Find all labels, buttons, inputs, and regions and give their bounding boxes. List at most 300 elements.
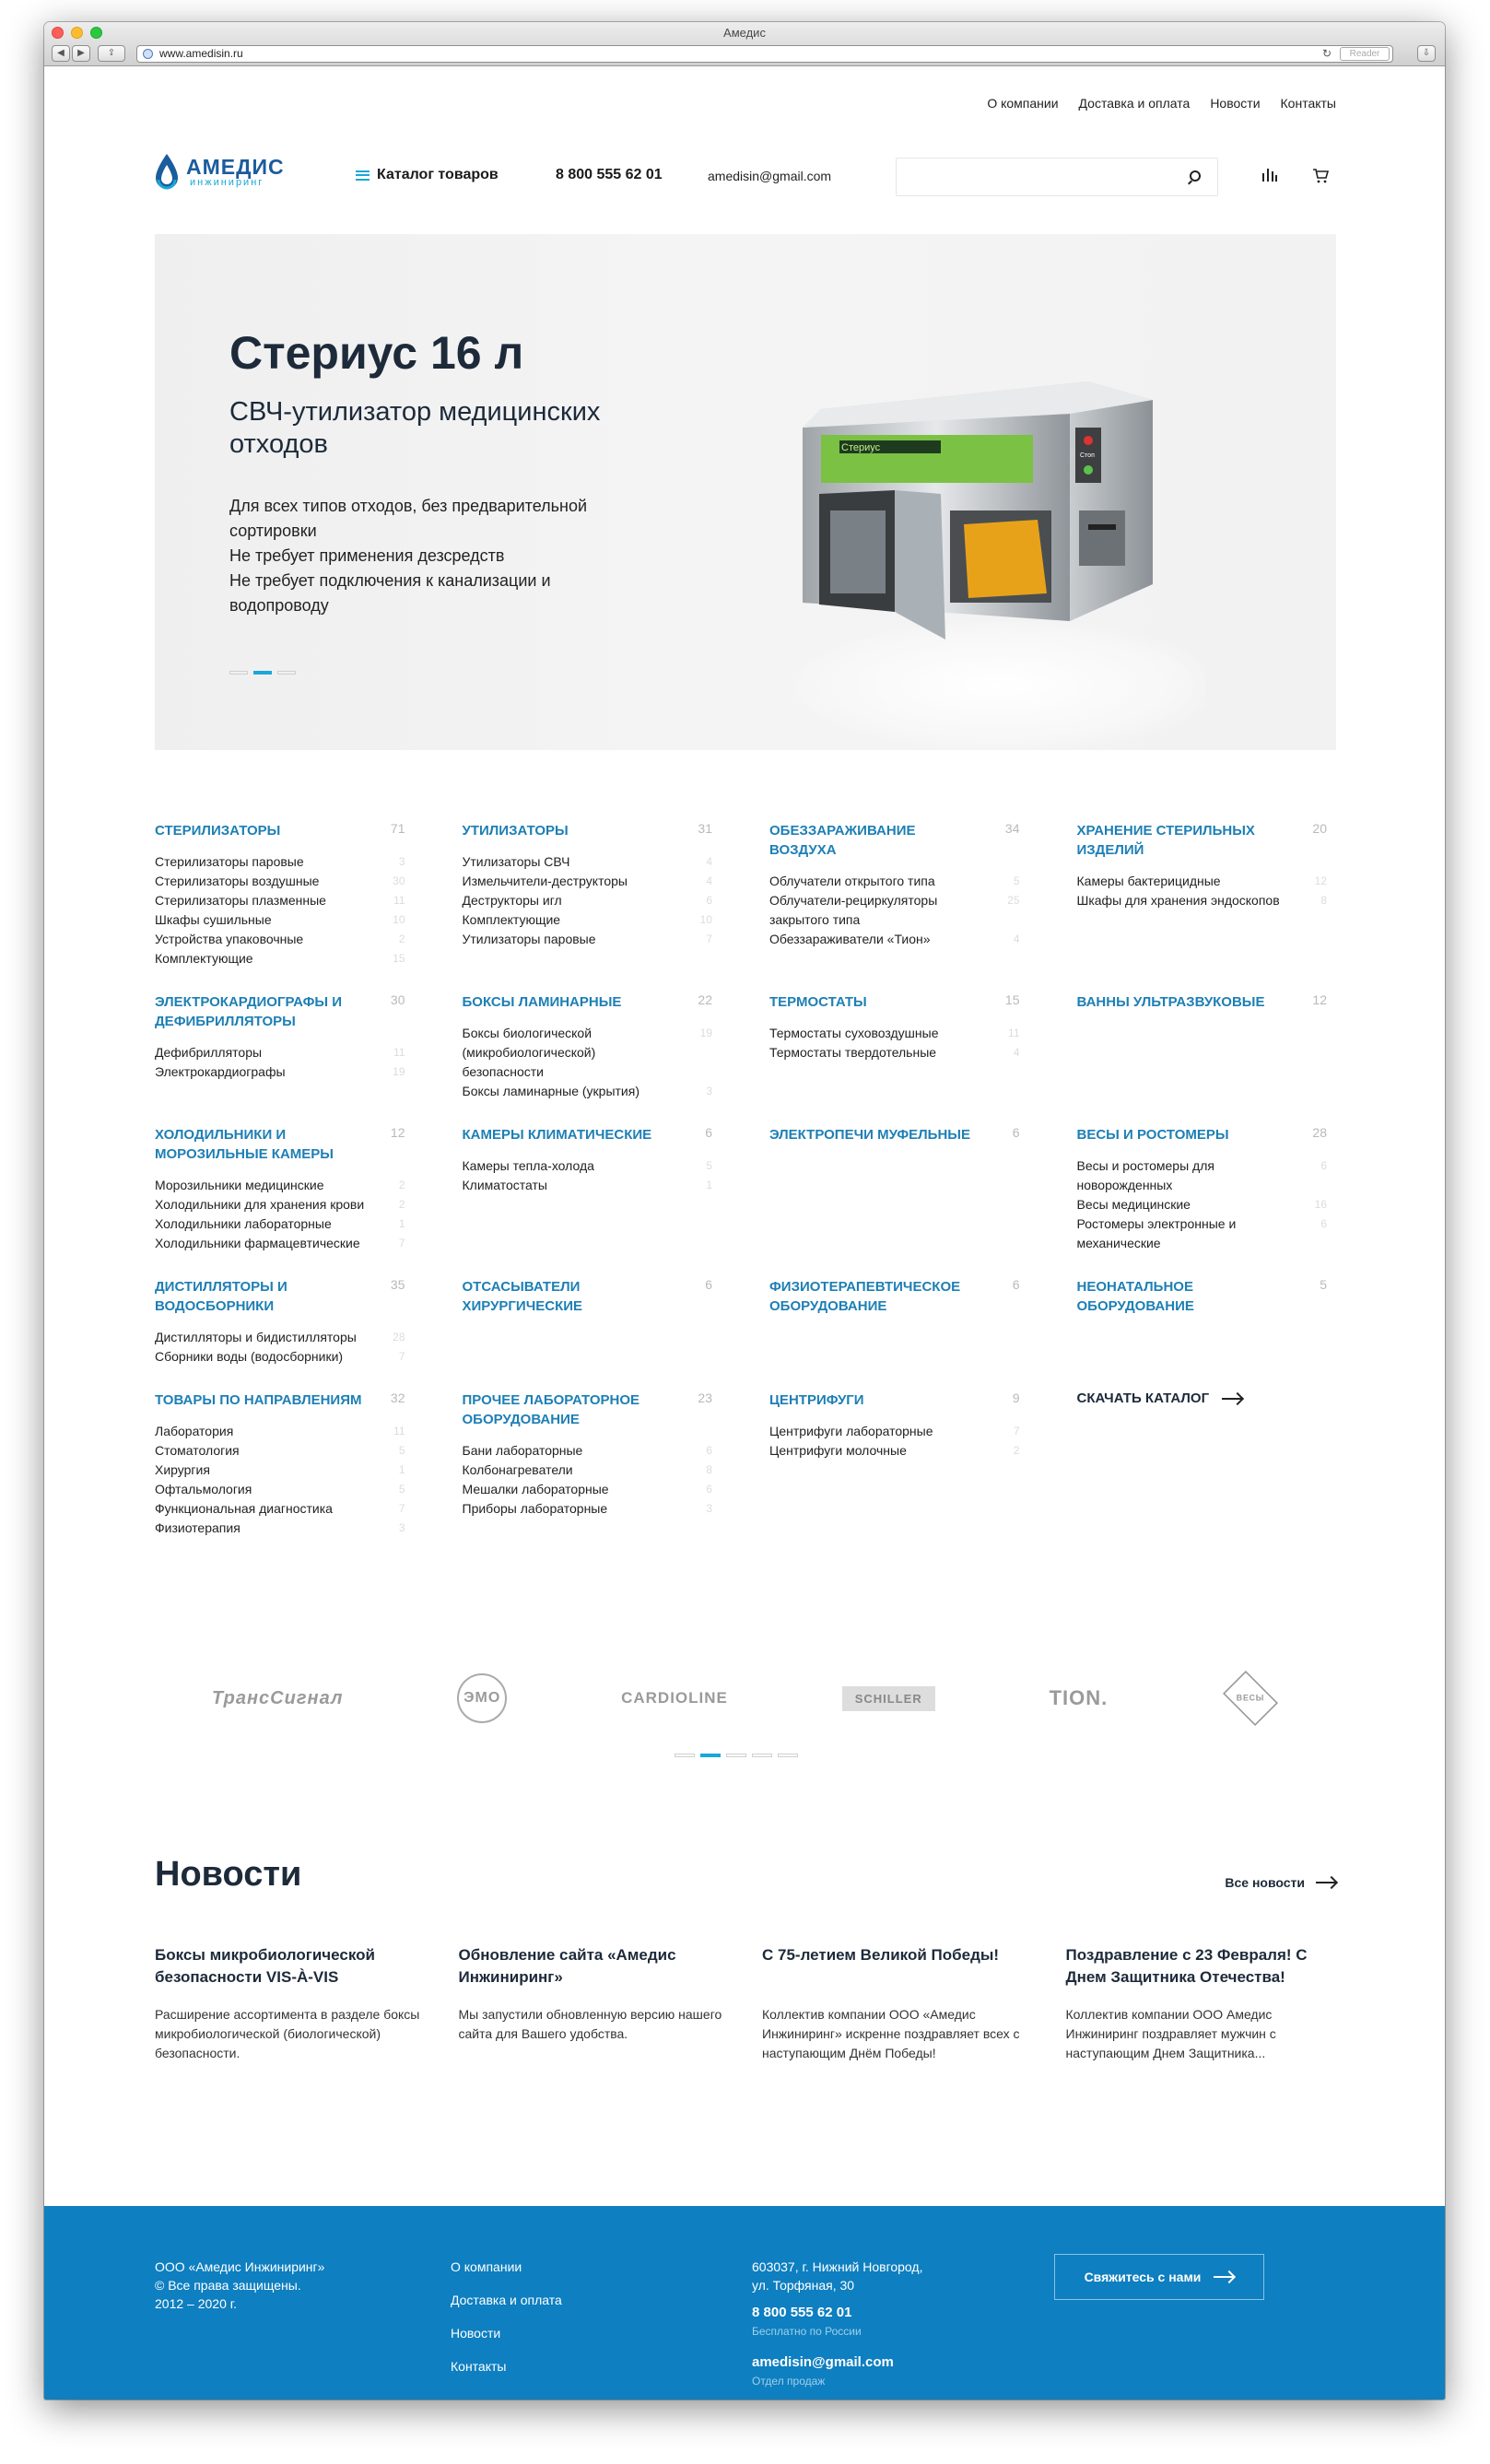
news-title[interactable]: С 75-летием Великой Победы! (762, 1946, 1000, 1964)
category-block (463, 821, 722, 968)
reader-button[interactable]: Reader (1340, 47, 1390, 61)
subcategory-item[interactable] (769, 891, 1020, 930)
subcategory-label: Ростомеры электронные и механические (1076, 1216, 1237, 1250)
subcategory-count: 11 (1008, 1027, 1020, 1039)
subcategory-label: Колбонагреватели (462, 1462, 573, 1477)
subcategory-label: Центрифуги лабораторные (769, 1424, 933, 1438)
subcategory-item[interactable] (155, 1461, 405, 1480)
category-header (769, 1277, 1020, 1316)
brand-logo[interactable]: ТрансСигнал (211, 1687, 344, 1708)
subcategory-list (1077, 1156, 1328, 1253)
subcategory-item[interactable] (155, 1195, 405, 1214)
subcategory-item[interactable] (155, 1519, 405, 1538)
category-grid (155, 821, 1336, 1562)
subcategory-item[interactable] (1077, 1195, 1328, 1214)
subcategory-label: Мешалки лабораторные (462, 1482, 609, 1496)
slide-dot[interactable] (675, 1754, 695, 1757)
drop-logo-icon (153, 152, 181, 193)
forward-button[interactable]: ▶ (72, 45, 90, 62)
subcategory-item[interactable] (463, 1461, 713, 1480)
category-title[interactable]: ЭЛЕКТРОПЕЧИ МУФЕЛЬНЫЕ (769, 1127, 970, 1143)
subcategory-list (155, 1176, 405, 1253)
search-icon[interactable] (1190, 170, 1201, 182)
footer-link-delivery[interactable]: Доставка и оплата (451, 2293, 562, 2307)
subcategory-label: Шкафы для хранения эндоскопов (1076, 893, 1280, 908)
category-count: 12 (390, 1125, 405, 1140)
footer-address: 603037, г. Нижний Новгород, (752, 2259, 923, 2274)
subcategory-label: Облучатели-рециркуляторы закрытого типа (769, 893, 938, 927)
subcategory-count: 10 (393, 913, 405, 926)
footer-link-news[interactable]: Новости (451, 2326, 501, 2341)
subcategory-count: 6 (1320, 1217, 1327, 1230)
category-header (463, 1125, 713, 1144)
news-title[interactable]: Обновление сайта «Амедис Инжиниринг» (458, 1946, 676, 1986)
category-header (769, 1125, 1020, 1144)
category-header (155, 1125, 405, 1164)
nav-news[interactable]: Новости (1210, 96, 1261, 111)
reload-icon[interactable]: ↻ (1321, 47, 1332, 60)
logo[interactable] (153, 152, 285, 193)
news-text: Мы запустили обновленную версию нашего сайта для Вашего удобства. (458, 2007, 722, 2041)
subcategory-count: 2 (398, 933, 405, 945)
brand-logo[interactable]: CARDIOLINE (621, 1689, 728, 1707)
subcategory-label: Измельчители-деструкторы (462, 874, 628, 888)
subcategory-item[interactable] (155, 1480, 405, 1499)
category-header (1077, 1125, 1328, 1144)
subcategory-label: Дистилляторы и бидистилляторы (155, 1330, 357, 1344)
category-count: 30 (390, 992, 405, 1007)
browser-toolbar (44, 22, 1445, 66)
subcategory-list (1077, 872, 1328, 910)
subcategory-item[interactable] (155, 872, 405, 891)
subcategory-label: Деструкторы игл (462, 893, 562, 908)
subcategory-item[interactable] (463, 1156, 713, 1176)
subcategory-item[interactable] (155, 1062, 405, 1082)
category-header (463, 821, 713, 840)
category-count: 22 (698, 992, 712, 1007)
subcategory-count: 7 (398, 1350, 405, 1363)
subcategory-label: Офтальмология (155, 1482, 252, 1496)
brand-logo[interactable] (1223, 1671, 1278, 1726)
subcategory-item[interactable] (155, 1422, 405, 1441)
subcategory-item[interactable] (155, 1234, 405, 1253)
category-header (463, 992, 713, 1012)
device-screen-text: Стериус (841, 442, 881, 453)
subcategory-item[interactable] (769, 1441, 1020, 1461)
subcategory-count: 3 (398, 1521, 405, 1534)
category-block (155, 821, 415, 968)
subcategory-item[interactable] (155, 910, 405, 930)
category-title[interactable]: ВАННЫ УЛЬТРАЗВУКОВЫЕ (1076, 994, 1265, 1010)
hero-feature: Не требует применения дезсредств (229, 546, 505, 565)
subcategory-count: 30 (393, 874, 405, 887)
brands-pagination (675, 1754, 798, 1757)
subcategory-item[interactable] (1077, 1214, 1328, 1253)
brand-logo[interactable]: SCHILLER (842, 1686, 935, 1711)
subcategory-label: Холодильники фармацевтические (155, 1236, 360, 1250)
news-text: Расширение ассортимента в разделе боксы микробиологической (биологической) безопасности. (155, 2007, 420, 2060)
subcategory-count: 6 (1320, 1159, 1327, 1172)
subcategory-label: Стерилизаторы воздушные (155, 874, 320, 888)
contact-us-label: Свяжитесь с нами (1084, 2270, 1202, 2284)
category-count: 35 (390, 1277, 405, 1292)
subcategory-list (769, 1024, 1020, 1062)
subcategory-item[interactable] (1077, 872, 1328, 891)
subcategory-count: 5 (398, 1444, 405, 1457)
category-count: 20 (1312, 821, 1327, 836)
subcategory-label: Комплектующие (462, 912, 561, 927)
subcategory-item[interactable] (769, 1043, 1020, 1062)
arrow-right-icon (1222, 1398, 1242, 1400)
all-news-label: Все новости (1225, 1875, 1305, 1890)
category-title[interactable]: НЕОНАТАЛЬНОЕ ОБОРУДОВАНИЕ (1076, 1279, 1194, 1314)
window-title: Амедис (723, 26, 766, 40)
brand-logo[interactable]: ЭМО (457, 1673, 507, 1723)
category-count: 6 (1012, 1125, 1020, 1140)
subcategory-item[interactable] (463, 1082, 713, 1101)
category-count: 31 (698, 821, 712, 836)
slide-dot[interactable] (726, 1754, 746, 1757)
category-title[interactable]: ХОЛОДИЛЬНИКИ И МОРОЗИЛЬНЫЕ КАМЕРЫ (155, 1127, 334, 1162)
subcategory-count: 1 (398, 1217, 405, 1230)
footer-email[interactable]: amedisin@gmail.com (752, 2354, 894, 2370)
category-title[interactable]: БОКСЫ ЛАМИНАРНЫЕ (462, 994, 622, 1010)
subcategory-label: Дефибрилляторы (155, 1045, 263, 1060)
subcategory-count: 15 (393, 952, 405, 965)
hero-features (229, 494, 616, 618)
subcategory-count: 5 (1013, 874, 1020, 887)
footer-link-about[interactable]: О компании (451, 2259, 522, 2274)
subcategory-count: 5 (398, 1483, 405, 1496)
footer-phone[interactable]: 8 800 555 62 01 (752, 2305, 852, 2320)
subcategory-item[interactable] (155, 930, 405, 949)
all-news-link[interactable] (1225, 1875, 1336, 1890)
subcategory-count: 4 (706, 874, 712, 887)
category-count: 32 (390, 1390, 405, 1405)
subcategory-item[interactable] (769, 930, 1020, 949)
contact-us-button[interactable] (1054, 2254, 1264, 2300)
subcategory-count: 4 (706, 855, 712, 868)
subcategory-label: Бани лабораторные (462, 1443, 583, 1458)
subcategory-label: Функциональная диагностика (155, 1501, 333, 1516)
subcategory-item[interactable] (155, 1176, 405, 1195)
browser-window (44, 22, 1445, 2399)
category-header (1077, 821, 1328, 860)
subcategory-item[interactable] (463, 1480, 713, 1499)
subcategory-label: Обеззараживатели «Тион» (769, 932, 931, 946)
category-block (769, 1277, 1029, 1367)
category-title[interactable]: ХРАНЕНИЕ СТЕРИЛЬНЫХ ИЗДЕЛИЙ (1076, 823, 1255, 858)
news-item[interactable] (155, 1944, 426, 2063)
subcategory-label: Термостаты суховоздушные (769, 1026, 939, 1040)
category-title[interactable]: ЦЕНТРИФУГИ (769, 1392, 864, 1408)
subcategory-item[interactable] (155, 891, 405, 910)
footer-phone-note: Бесплатно по России (752, 2325, 862, 2338)
subcategory-count: 8 (1320, 894, 1327, 907)
category-count: 6 (705, 1125, 712, 1140)
category-block (155, 1390, 415, 1538)
slide-dot-active[interactable] (700, 1754, 721, 1757)
subcategory-list (769, 872, 1020, 949)
header-phone[interactable]: 8 800 555 62 01 (556, 167, 663, 182)
compare-icon[interactable] (1262, 169, 1277, 182)
subcategory-item[interactable] (155, 1043, 405, 1062)
category-title[interactable]: ТОВАРЫ ПО НАПРАВЛЕНИЯМ (155, 1392, 362, 1408)
subcategory-label: Боксы биологической (микробиологической) безопасности (462, 1026, 596, 1079)
subcategory-label: Стоматология (155, 1443, 240, 1458)
subcategory-label: Боксы ламинарные (укрытия) (462, 1084, 639, 1098)
news-text: Коллектив компании ООО Амедис Инжиниринг поздравляет мужчин с наступающим Днем Защитника... (1065, 2007, 1276, 2060)
category-header (463, 1277, 713, 1316)
subcategory-count: 3 (706, 1502, 712, 1515)
category-title[interactable]: КАМЕРЫ КЛИМАТИЧЕСКИЕ (462, 1127, 652, 1143)
subcategory-item[interactable] (463, 910, 713, 930)
share-button[interactable]: ⇪ (98, 45, 125, 62)
footer-years: 2012 – 2020 г. (155, 2296, 238, 2311)
subcategory-label: Комплектующие (155, 951, 253, 966)
category-header (1077, 1277, 1328, 1316)
menu-icon (356, 170, 370, 181)
subcategory-count: 4 (1013, 933, 1020, 945)
news-item[interactable] (762, 1944, 1033, 2063)
subcategory-label: Холодильники лабораторные (155, 1216, 332, 1231)
category-title[interactable]: ЭЛЕКТРОКАРДИОГРАФЫ И ДЕФИБРИЛЛЯТОРЫ (155, 994, 343, 1029)
subcategory-label: Камеры тепла-холода (462, 1158, 594, 1173)
subcategory-count: 19 (699, 1027, 712, 1039)
subcategory-item[interactable] (463, 1176, 713, 1195)
subcategory-item[interactable] (463, 852, 713, 872)
subcategory-list (463, 1156, 713, 1195)
catalog-label: Каталог товаров (377, 167, 499, 182)
subcategory-label: Центрифуги молочные (769, 1443, 907, 1458)
subcategory-count: 7 (398, 1237, 405, 1250)
category-title[interactable]: ОБЕЗЗАРАЖИВАНИЕ ВОЗДУХА (769, 823, 916, 858)
category-block (463, 1277, 722, 1367)
nav-about[interactable]: О компании (987, 96, 1059, 111)
subcategory-label: Сборники воды (водосборники) (155, 1349, 344, 1364)
slide-dot[interactable] (229, 671, 248, 675)
subcategory-count: 4 (1013, 1046, 1020, 1059)
category-block (769, 821, 1029, 968)
subcategory-count: 2 (398, 1198, 405, 1211)
back-button[interactable]: ◀ (52, 45, 70, 62)
subcategory-label: Утилизаторы СВЧ (462, 854, 570, 869)
category-count: 9 (1012, 1390, 1020, 1405)
news-item[interactable] (1066, 1944, 1337, 2063)
category-block (155, 992, 415, 1101)
category-title[interactable]: УТИЛИЗАТОРЫ (462, 823, 569, 839)
subcategory-item[interactable] (155, 949, 405, 968)
nav-contacts[interactable]: Контакты (1280, 96, 1336, 111)
subcategory-item[interactable] (769, 1024, 1020, 1043)
subcategory-list (155, 1328, 405, 1367)
subcategory-list (463, 1441, 713, 1519)
news-heading: Новости (155, 1855, 302, 1894)
arrow-right-icon (1214, 2276, 1234, 2278)
subcategory-count: 7 (398, 1502, 405, 1515)
download-catalog-block (1077, 1390, 1337, 1538)
subcategory-count: 11 (393, 1425, 405, 1437)
category-count: 23 (698, 1390, 712, 1405)
category-count: 15 (1004, 992, 1020, 1007)
category-count: 5 (1320, 1277, 1327, 1292)
category-block (769, 992, 1029, 1101)
subcategory-item[interactable] (769, 872, 1020, 891)
category-title[interactable]: СТЕРИЛИЗАТОРЫ (155, 823, 281, 839)
subcategory-item[interactable] (769, 1422, 1020, 1441)
subcategory-count: 1 (706, 1179, 712, 1191)
category-block (1077, 1125, 1337, 1253)
category-title[interactable]: ФИЗИОТЕРАПЕВТИЧЕСКОЕ ОБОРУДОВАНИЕ (769, 1279, 961, 1314)
subcategory-item[interactable] (463, 1499, 713, 1519)
header-email[interactable]: amedisin@gmail.com (708, 169, 832, 183)
subcategory-item[interactable] (155, 1214, 405, 1234)
subcategory-item[interactable] (155, 1347, 405, 1367)
subcategory-count: 28 (393, 1331, 405, 1343)
news-list (155, 1944, 1336, 2063)
subcategory-label: Шкафы сушильные (155, 912, 272, 927)
subcategory-count: 12 (1314, 874, 1327, 887)
subcategory-list (769, 1422, 1020, 1461)
subcategory-count: 1 (398, 1463, 405, 1476)
subcategory-item[interactable] (463, 1441, 713, 1461)
category-block (155, 1125, 415, 1253)
subcategory-count: 16 (1314, 1198, 1327, 1211)
news-title[interactable]: Поздравление с 23 Февраля! С Днем Защитника Отечества! (1065, 1946, 1308, 1986)
category-block (769, 1390, 1029, 1538)
subcategory-list (155, 1043, 405, 1082)
subcategory-count: 11 (393, 894, 405, 907)
category-title[interactable]: ДИСТИЛЛЯТОРЫ И ВОДОСБОРНИКИ (155, 1279, 287, 1314)
slide-dot[interactable] (752, 1754, 772, 1757)
category-header (155, 821, 405, 840)
category-header (155, 992, 405, 1031)
download-catalog-label: СКАЧАТЬ КАТАЛОГ (1076, 1390, 1210, 1406)
subcategory-label: Термостаты твердотельные (769, 1045, 937, 1060)
subcategory-list (463, 852, 713, 949)
subcategory-count: 25 (1007, 894, 1020, 907)
subcategory-item[interactable] (463, 1024, 713, 1082)
sterius-device-image (784, 372, 1171, 667)
subcategory-count: 11 (393, 1046, 405, 1059)
subcategory-item[interactable] (155, 1328, 405, 1347)
footer-contacts (752, 2258, 922, 2390)
subcategory-count: 2 (398, 1179, 405, 1191)
subcategory-item[interactable] (463, 930, 713, 949)
cart-icon[interactable] (1312, 169, 1329, 183)
subcategory-count: 2 (1013, 1444, 1020, 1457)
device-stop-label: Стоп (1080, 452, 1095, 459)
category-block (1077, 992, 1337, 1101)
footer (44, 2206, 1445, 2399)
hero-slider (155, 234, 1336, 750)
url-text: www.amedisin.ru (159, 47, 243, 60)
footer-rights: © Все права защищены. (155, 2278, 301, 2293)
subcategory-count: 10 (699, 913, 712, 926)
category-header (769, 992, 1020, 1012)
nav-delivery[interactable]: Доставка и оплата (1078, 96, 1191, 111)
subcategory-item[interactable] (1077, 1156, 1328, 1195)
subcategory-count: 6 (706, 1483, 712, 1496)
brands-carousel (155, 1671, 1336, 1726)
category-count: 71 (390, 821, 405, 836)
slide-dot[interactable] (277, 671, 296, 675)
category-block (155, 1277, 415, 1367)
catalog-button[interactable] (356, 167, 499, 183)
slide-dot[interactable] (778, 1754, 798, 1757)
footer-link-contacts[interactable]: Контакты (451, 2359, 507, 2374)
category-header (769, 821, 1020, 860)
subcategory-item[interactable] (463, 891, 713, 910)
globe-icon (143, 49, 153, 59)
slide-dot-active[interactable] (253, 671, 272, 675)
category-block (463, 1125, 722, 1253)
downloads-icon[interactable]: ⇩ (1417, 45, 1436, 62)
top-nav (987, 96, 1336, 111)
category-title[interactable]: ТЕРМОСТАТЫ (769, 994, 867, 1010)
search-input[interactable] (896, 158, 1218, 196)
hero-subtitle: СВЧ-утилизатор медицинских отходов (229, 397, 601, 459)
subcategory-list (463, 1024, 713, 1101)
subcategory-label: Лаборатория (155, 1424, 234, 1438)
category-title[interactable]: ВЕСЫ И РОСТОМЕРЫ (1076, 1127, 1229, 1143)
category-block (1077, 1277, 1337, 1367)
footer-company (155, 2258, 324, 2313)
subcategory-item[interactable] (155, 1441, 405, 1461)
subcategory-label: Стерилизаторы паровые (155, 854, 304, 869)
brand-logo[interactable]: TION. (1049, 1686, 1109, 1709)
subcategory-count: 6 (706, 1444, 712, 1457)
subcategory-label: Хирургия (155, 1462, 210, 1477)
category-count: 34 (1004, 821, 1020, 836)
subcategory-label: Морозильники медицинские (155, 1178, 324, 1192)
footer-company-name: ООО «Амедис Инжиниринг» (155, 2259, 325, 2274)
subcategory-count: 19 (393, 1065, 405, 1078)
subcategory-label: Холодильники для хранения крови (155, 1197, 365, 1212)
address-bar[interactable] (136, 45, 1393, 63)
hero-feature: Для всех типов отходов, без предварительной сортировки (229, 497, 588, 540)
category-header (1077, 992, 1328, 1012)
category-header (769, 1390, 1020, 1410)
subcategory-count: 3 (398, 855, 405, 868)
subcategory-count: 6 (706, 894, 712, 907)
subcategory-label: Облучатели открытого типа (769, 874, 935, 888)
category-title[interactable]: ПРОЧЕЕ ЛАБОРАТОРНОЕ ОБОРУДОВАНИЕ (462, 1392, 640, 1427)
subcategory-item[interactable] (1077, 891, 1328, 910)
category-header (155, 1390, 405, 1410)
footer-email-note: Отдел продаж (752, 2375, 826, 2388)
category-block (769, 1125, 1029, 1253)
download-catalog-link[interactable] (1077, 1390, 1328, 1406)
subcategory-count: 7 (706, 933, 712, 945)
subcategory-count: 7 (1013, 1425, 1020, 1437)
logo-subtitle: инжиниринг (190, 177, 264, 188)
subcategory-label: Устройства упаковочные (155, 932, 304, 946)
category-title[interactable]: ОТСАСЫВАТЕЛИ ХИРУРГИЧЕСКИЕ (462, 1279, 583, 1314)
subcategory-label: Физиотерапия (155, 1520, 241, 1535)
subcategory-label: Весы и ростомеры для новорожденных (1076, 1158, 1214, 1192)
news-item[interactable] (459, 1944, 730, 2063)
subcategory-item[interactable] (463, 872, 713, 891)
subcategory-item[interactable] (155, 1499, 405, 1519)
category-block (463, 1390, 722, 1538)
category-count: 6 (705, 1277, 712, 1292)
category-block (1077, 821, 1337, 968)
logo-title: АМЕДИС (186, 155, 285, 179)
news-title[interactable]: Боксы микробиологической безопасности VIS-À-VIS (155, 1946, 375, 1986)
hero-feature: Не требует подключения к канализации и водопроводу (229, 571, 551, 615)
subcategory-item[interactable] (155, 852, 405, 872)
